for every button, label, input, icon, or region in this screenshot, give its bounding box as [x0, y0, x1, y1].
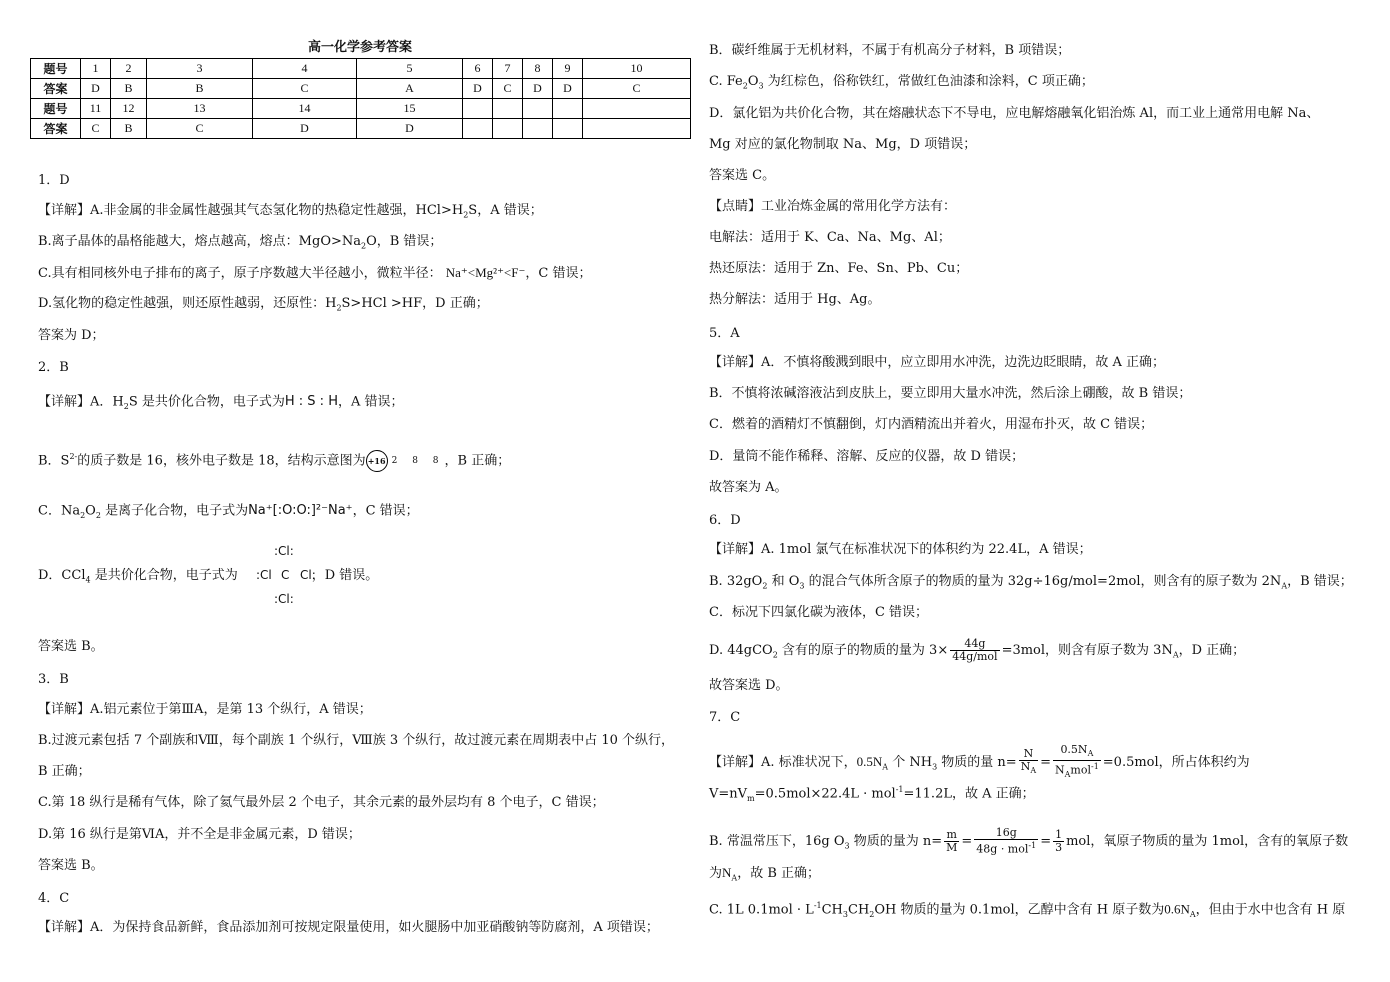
q6-option-c: C．标况下四氯化碳为液体，C 错误； — [709, 605, 929, 620]
q3-heading: 3．B — [38, 672, 69, 687]
q1-option-a: 【详解】A.非金属的非金属性越强其气态氢化物的热稳定性越强，$HCl>H_2S$，A 错误； — [38, 203, 543, 220]
q2-answer: 答案选 B。 — [38, 639, 104, 654]
q5-heading: 5．A — [709, 326, 740, 341]
q1-option-c: C.具有相同核外电子排布的离子，原子序数越大半径越小，微粒半径： Na⁺<Mg²⁺<F⁻，C 错误； — [38, 265, 592, 281]
table-row: 题号 11 12 13 14 15 — [31, 99, 691, 119]
na2o2-lewis-structure: Na⁺[:O:O:]²⁻Na⁺ — [248, 503, 353, 518]
q2-option-d: D．CCl$_4$ 是共价化合物，电子式为 ，D 错误。 — [38, 568, 379, 585]
q3-option-b-cont: B 正确； — [38, 764, 91, 779]
fraction: $\frac{44g}{\text{44g/mol}}$ — [952, 637, 998, 663]
q3-option-a: 【详解】A.铝元素位于第ⅢA，是第 13 个纵行，A 错误； — [38, 702, 372, 717]
q6-answer: 故答案选 D。 — [709, 678, 789, 693]
q6-heading: 6．D — [709, 513, 741, 528]
q4-option-a: 【详解】A．为保持食品新鲜，食品添加剂可按规定限量使用，如火腿肠中加亚硝酸钠等防腐剂，A 项错误； — [38, 920, 659, 935]
q4-note-1: 电解法：适用于 K、Ca、Na、Mg、Al； — [709, 230, 951, 245]
q3-option-c: C.第 18 纵行是稀有气体，除了氦气最外层 2 个电子，其余元素的最外层均有 8 个电子，C 错误； — [38, 795, 605, 810]
answer-table — [30, 58, 691, 139]
q4-answer: 答案选 C。 — [709, 168, 776, 183]
q1-option-d: D.氢化物的稳定性越强，则还原性越弱，还原性：$H_2S>HCl >HF$，D 正确； — [38, 296, 489, 313]
electron-shells: 2 8 8 — [391, 455, 445, 466]
q1-answer: 答案为 D； — [38, 328, 105, 343]
table-row: 答案 D B B C A D C D D C — [31, 79, 691, 99]
ccl4-lewis-structure: :Cl: :Cl C Cl: :Cl: — [256, 544, 316, 606]
q4-option-d-cont: Mg 对应的氯化物制取 Na、Mg，D 项错误； — [709, 137, 977, 152]
q4-option-c: C. $Fe_2O_3$ 为红棕色，俗称铁红，常做红色油漆和涂料，C 项正确； — [709, 74, 1094, 91]
q7-heading: 7．C — [709, 710, 741, 725]
q4-option-b: B．碳纤维属于无机材料，不属于有机高分子材料，B 项错误； — [709, 43, 1071, 58]
q4-option-d: D．氯化铝为共价化合物，其在熔融状态下不导电，应电解熔融氧化铝治炼 Al，而工业上通常用电解 Na、 — [709, 106, 1320, 121]
q4-note-2: 热还原法：适用于 Zn、Fe、Sn、Pb、Cu； — [709, 261, 969, 276]
q7-option-b-cont: 为$N_A$，故 B 正确； — [709, 865, 821, 883]
q2-heading: 2．B — [38, 360, 69, 375]
q7-option-b: B. 常温常压下，16g $O_3$ 物质的量为 n= $\frac{m}{M}$ = $\frac{16g}{48g \cdot mol^{-1}}$ = $\frac{1}{3}$ mol，氧原子物质的量为 1mol，含有的氧原子数 — [709, 826, 1349, 856]
table-row: 题号 1 2 3 4 5 6 7 8 9 10 — [31, 59, 691, 79]
page-title: 高一化学参考答案 — [307, 40, 412, 55]
q4-note: 【点睛】工业冶炼金属的常用化学方法有： — [709, 199, 957, 214]
q5-option-b: B．不慎将浓碱溶液沾到皮肤上，要立即用大量水冲洗，然后涂上硼酸，故 B 错误； — [709, 386, 1192, 401]
table-row: 答案 C B C D D — [31, 119, 691, 139]
q4-note-3: 热分解法：适用于 Hg、Ag。 — [709, 292, 881, 307]
q3-option-b: B.过渡元素包括 7 个副族和Ⅷ，每个副族 1 个纵行，Ⅷ族 3 个纵行，故过渡元素在周期表中占 10 个纵行， — [38, 733, 675, 748]
q5-option-c: C．燃着的酒精灯不慎翻倒，灯内酒精流出并着火，用湿布扑灭，故 C 错误； — [709, 417, 1154, 432]
q2-option-c: C．$Na_2O_2$ 是离子化合物，电子式为Na⁺[:O:O:]²⁻Na⁺，C 错误； — [38, 503, 419, 521]
q2-option-b: B．$S^{2-}$的质子数是 16，核外电子数是 18，结构示意图为 +16 2 8 8，B 正确； — [38, 448, 510, 472]
q2-option-a: 【详解】A．$H_2S$ 是共价化合物，电子式为H : S : H，A 错误； — [38, 394, 404, 412]
q5-option-d: D．量筒不能作稀释、溶解、反应的仪器，故 D 错误； — [709, 449, 1025, 464]
q1-heading: 1．D — [38, 173, 70, 188]
q3-answer: 答案选 B。 — [38, 858, 104, 873]
q7-option-a: 【详解】A. 标准状况下，$0.5N_A$ 个 $NH_3$ 物质的量 n= $\frac{N}{N_A}$ = $\frac{0.5N_A}{N_Amol^{-1}}$ =0.5mol，所占体积约为 — [709, 743, 1250, 780]
q6-option-a: 【详解】A. 1mol 氯气在标准状况下的体积约为 22.4L，A 错误； — [709, 542, 1092, 557]
q4-heading: 4．C — [38, 891, 70, 906]
h2s-lewis-structure: H : S : H — [284, 394, 338, 409]
q1-option-b: B.离子晶体的晶格能越大，熔点越高，熔点：$MgO>Na_2O$，B 错误； — [38, 234, 443, 251]
q6-option-b: B. $32gO_2$ 和 $O_3$ 的混合气体所含原子的物质的量为 32g÷16g/mol=2mol，则含有的原子数为 $2N_A$，B 错误； — [709, 574, 1353, 591]
q5-option-a: 【详解】A．不慎将酸溅到眼中，应立即用水冲洗，边洗边眨眼睛，故 A 正确； — [709, 355, 1166, 370]
q7-option-a-cont: $V=nV_m=0.5mol\times 22.4L \cdot mol^{-1}=11.2L$，故 A 正确； — [709, 785, 1035, 803]
q3-option-d: D.第 16 纵行是第ⅥA，并不全是非金属元素，D 错误； — [38, 827, 361, 842]
atom-structure-diagram: +16 — [366, 450, 388, 472]
q5-answer: 故答案为 A。 — [709, 480, 788, 495]
q7-option-c: C. 1L $0.1mol \cdot L^{-1}CH_3CH_2OH$ 物质的量为 0.1mol，乙醇中含有 H 原子数为$0.6N_A$，但由于水中也含有 H 原 — [709, 901, 1346, 919]
q6-option-d: D. 44gCO$_2$ 含有的原子的物质的量为 3× $\frac{44g}{\text{44g/mol}}$ =3mol，则含有原子数为 $3N_A$，D 正确； — [709, 637, 1246, 663]
